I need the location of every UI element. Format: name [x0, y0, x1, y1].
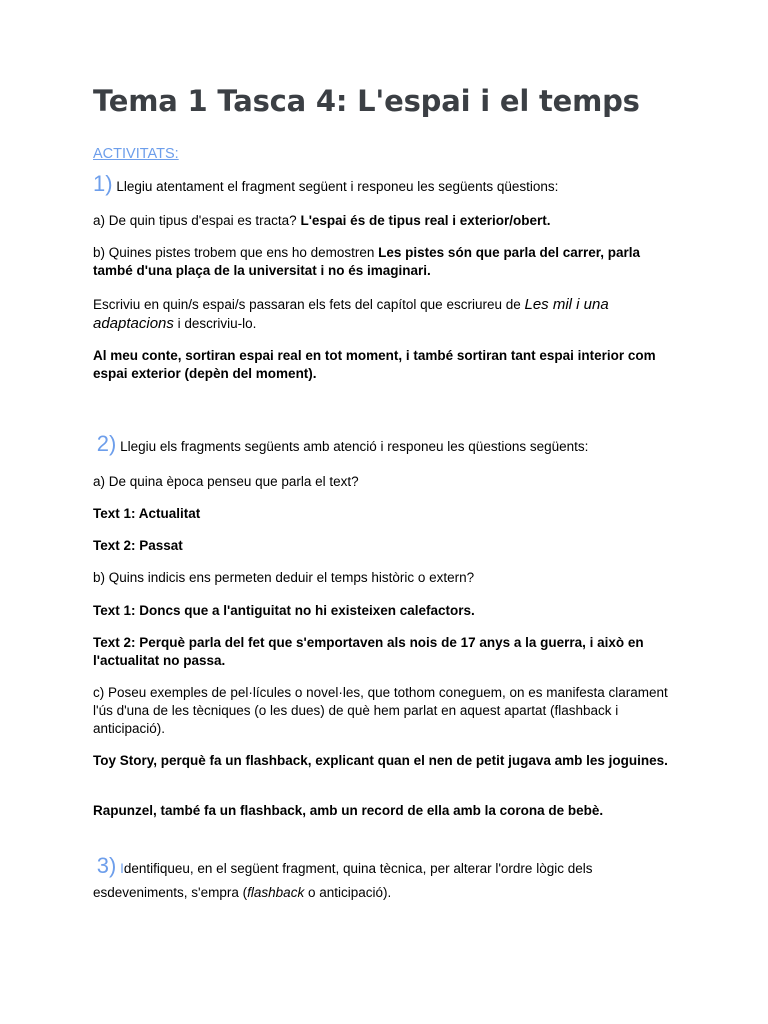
q1-b: b) Quines pistes trobem que ens ho demostren Les pistes són que parla del carrer, parla també d'una plaça de la universitat i no és imaginari.: [93, 245, 641, 278]
q2-b-text2: Text 2: Perquè parla del fet que s'emportaven als nois de 17 anys a la guerra, i això en l'actualitat no passa.: [93, 635, 644, 668]
page-title: Tema 1 Tasca 4: L'espai i el temps: [93, 84, 640, 118]
q1-c-answer: Al meu conte, sortiran espai real en tot moment, i també sortiran tant espai interior com espai exterior (depèn del moment).: [93, 348, 656, 381]
q1-intro: 1) Llegiu atentament el fragment següent i responeu les següents qüestions:: [93, 171, 559, 196]
q2-a: a) De quina època penseu que parla el text?: [93, 474, 359, 489]
q2-a-text2: Text 2: Passat: [93, 538, 183, 553]
q2-b-text1: Text 1: Doncs que a l'antiguitat no hi existeixen calefactors.: [93, 603, 475, 618]
q3-intro: 3) Identifiqueu, en el següent fragment, quina tècnica, per alterar l'ordre lògic dels esdeveniments, s'empra (flashback o anticipació).: [93, 853, 593, 900]
q2-c-answer-1: Toy Story, perquè fa un flashback, explicant quan el nen de petit jugava amb les joguines.: [93, 753, 668, 768]
q1-number: 1): [93, 171, 113, 196]
q2-a-text1: Text 1: Actualitat: [93, 506, 201, 521]
q2-number: 2): [96, 431, 117, 456]
text-cursor: I: [120, 861, 124, 876]
q2-b: b) Quins indicis ens permeten deduir el temps històric o extern?: [93, 570, 475, 585]
q3-number: 3): [96, 853, 117, 878]
activitats-heading: ACTIVITATS:: [93, 146, 179, 162]
q2-c-answer-2: Rapunzel, també fa un flashback, amb un record de ella amb la corona de bebè.: [93, 803, 604, 818]
q1-c: Escriviu en quin/s espai/s passaran els fets del capítol que escriureu de Les mil i una adaptacions i descriviu-lo.: [93, 296, 609, 332]
q1-a: a) De quin tipus d'espai es tracta? L'espai és de tipus real i exterior/obert.: [93, 213, 551, 228]
q2-c: c) Poseu exemples de pel·lícules o novel·les, que tothom coneguem, on es manifesta clarament l'ús d'una de les tècniques (o les dues) de què hem parlat en aquest apartat (flashback i anticipació).: [93, 685, 668, 736]
q2-intro: 2) Llegiu els fragments següents amb atenció i responeu les qüestions següents:: [96, 431, 589, 456]
